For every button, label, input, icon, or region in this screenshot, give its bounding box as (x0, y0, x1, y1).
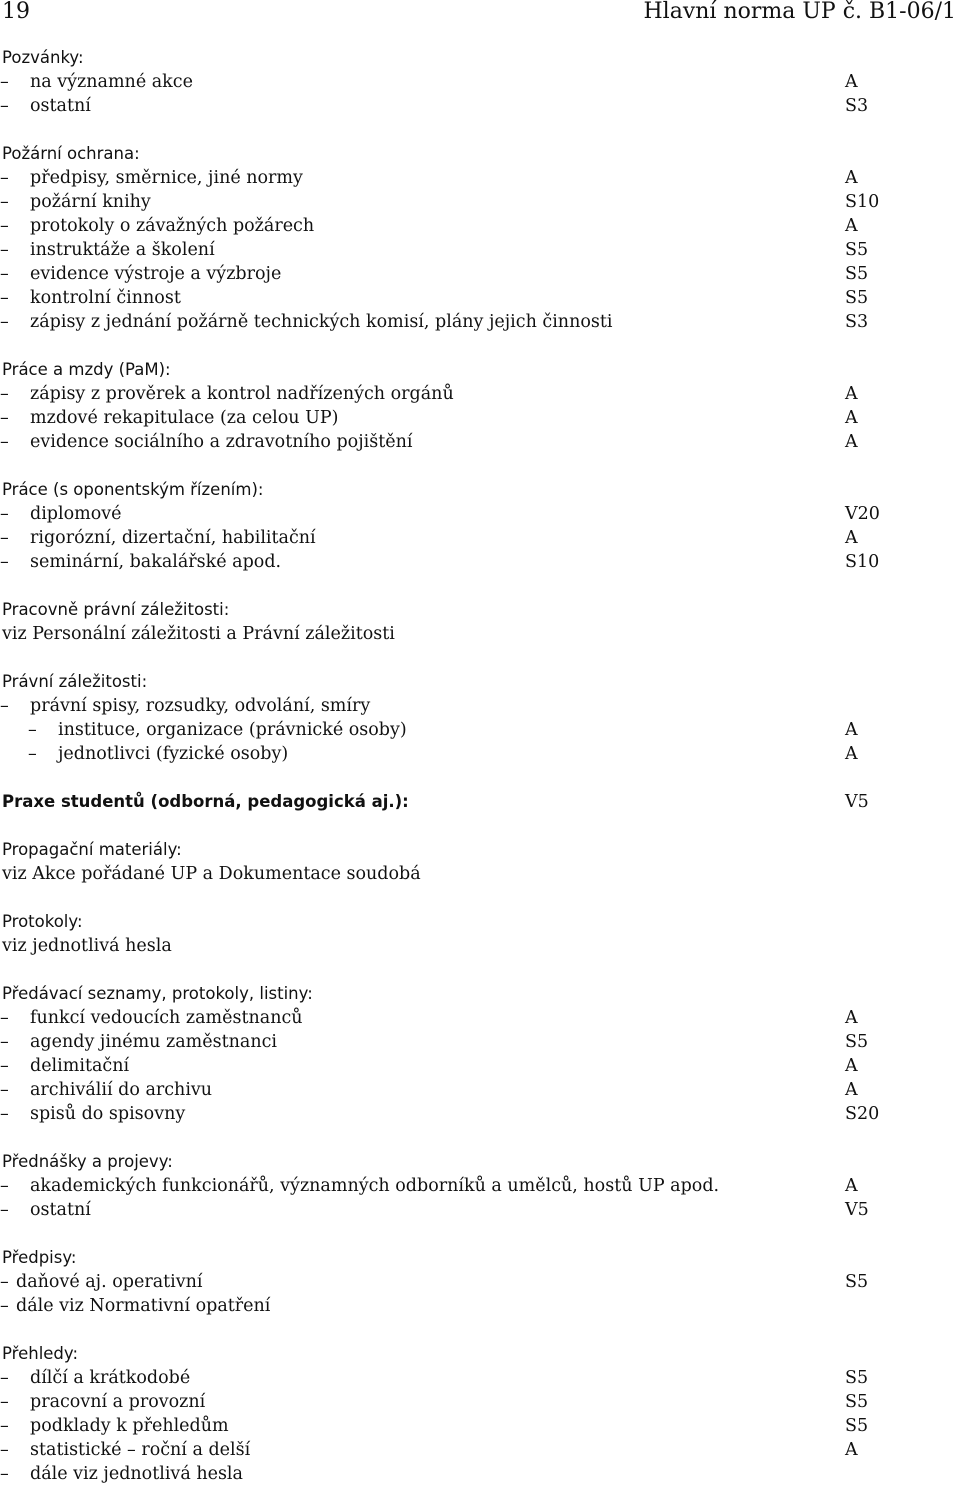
item-text: dále viz jednotlivá hesla (30, 1464, 243, 1484)
section-title-text: Přehledy: (2, 1344, 79, 1363)
list-dash: – (28, 744, 37, 764)
item-text: dílčí a krátkodobé (30, 1368, 191, 1388)
section (0, 670, 960, 766)
section-title (0, 142, 960, 166)
list-item (0, 70, 960, 94)
retention-code: S5 (845, 1392, 869, 1412)
retention-code: S3 (845, 312, 869, 332)
section-title (0, 478, 960, 502)
list-item (0, 622, 960, 646)
retention-code: S5 (845, 288, 869, 308)
list-dash: – (0, 264, 9, 284)
item-text: kontrolní činnost (30, 288, 181, 308)
list-dash: – (0, 1032, 9, 1052)
item-text: instruktáže a školení (30, 240, 215, 260)
item-text: právní spisy, rozsudky, odvolání, smíry (30, 696, 371, 716)
item-text: ostatní (30, 96, 91, 116)
retention-code: S5 (845, 1368, 869, 1388)
retention-code: S5 (845, 1272, 869, 1292)
page-header (0, 0, 960, 24)
section (0, 790, 960, 814)
item-text: viz Personální záležitosti a Právní záležitosti (2, 624, 395, 644)
item-text: funkcí vedoucích zaměstnanců (30, 1008, 303, 1028)
document-body (0, 46, 960, 1510)
list-dash: – (0, 1296, 9, 1316)
norm-title: Hlavní norma UP č. B1-06/1 (643, 0, 956, 24)
retention-code: A (845, 216, 858, 236)
retention-code: S5 (845, 1416, 869, 1436)
list-dash: – (0, 432, 9, 452)
item-text: rigorózní, dizertační, habilitační (30, 528, 316, 548)
list-item (0, 382, 960, 406)
section-title (0, 1246, 960, 1270)
list-dash: – (28, 720, 37, 740)
section (0, 1246, 960, 1318)
retention-code: V5 (845, 1200, 869, 1220)
retention-code: A (845, 1080, 858, 1100)
item-text: dále viz Normativní opatření (16, 1296, 271, 1316)
list-item (0, 430, 960, 454)
list-item (0, 934, 960, 958)
item-text: podklady k přehledům (30, 1416, 229, 1436)
item-text: delimitační (30, 1056, 130, 1076)
section-title-text: Předávací seznamy, protokoly, listiny: (2, 984, 313, 1003)
retention-code: V20 (845, 504, 880, 524)
section-title (0, 838, 960, 862)
list-item (0, 502, 960, 526)
list-dash: – (0, 312, 9, 332)
list-dash: – (0, 1104, 9, 1124)
section-title (0, 46, 960, 70)
list-dash: – (0, 72, 9, 92)
item-text: zápisy z prověrek a kontrol nadřízených orgánů (30, 384, 454, 404)
section-title-text: Pracovně právní záležitosti: (2, 600, 230, 619)
retention-code: A (845, 384, 858, 404)
section (0, 910, 960, 958)
page-number: 19 (2, 0, 30, 24)
item-text: evidence sociálního a zdravotního pojištění (30, 432, 413, 452)
section-title (0, 910, 960, 934)
list-item (0, 1390, 960, 1414)
retention-code: S5 (845, 240, 869, 260)
list-item (0, 262, 960, 286)
list-item (0, 310, 960, 334)
retention-code: A (845, 408, 858, 428)
list-item (0, 718, 960, 742)
list-item (0, 550, 960, 574)
item-text: mzdové rekapitulace (za celou UP) (30, 408, 339, 428)
list-item (0, 406, 960, 430)
list-item (0, 1462, 960, 1486)
item-text: spisů do spisovny (30, 1104, 186, 1124)
list-dash: – (0, 1464, 9, 1484)
list-item (0, 166, 960, 190)
section-title (0, 358, 960, 382)
retention-code: S20 (845, 1104, 880, 1124)
list-dash: – (0, 1056, 9, 1076)
section (0, 598, 960, 646)
item-text: evidence výstroje a výzbroje (30, 264, 282, 284)
section-title-text: Protokoly: (2, 912, 83, 931)
section-title (0, 1342, 960, 1366)
list-item (0, 190, 960, 214)
section-title-text: Přednášky a projevy: (2, 1152, 173, 1171)
section-title-text: Praxe studentů (odborná, pedagogická aj.): (2, 792, 409, 811)
retention-code: A (845, 432, 858, 452)
list-item (0, 1102, 960, 1126)
section-title (0, 598, 960, 622)
list-dash: – (0, 1416, 9, 1436)
section-title-text: Práce (s oponentským řízením): (2, 480, 264, 499)
section (0, 838, 960, 886)
list-item (0, 1438, 960, 1462)
list-item (0, 1054, 960, 1078)
list-dash: – (0, 1080, 9, 1100)
retention-code: A (845, 1056, 858, 1076)
item-text: archiválií do archivu (30, 1080, 213, 1100)
item-text: protokoly o závažných požárech (30, 216, 315, 236)
retention-code: A (845, 1008, 858, 1028)
list-item (0, 1174, 960, 1198)
section (0, 46, 960, 118)
list-item (0, 1414, 960, 1438)
item-text: zápisy z jednání požárně technických komisí, plány jejich činnosti (30, 312, 613, 332)
item-text: statistické – roční a delší (30, 1440, 251, 1460)
list-item (0, 1006, 960, 1030)
section-title (0, 670, 960, 694)
list-item (0, 286, 960, 310)
section-title (0, 790, 960, 814)
retention-code: A (845, 1440, 858, 1460)
list-dash: – (0, 1176, 9, 1196)
item-text: agendy jinému zaměstnanci (30, 1032, 277, 1052)
list-dash: – (0, 528, 9, 548)
item-text: ostatní (30, 1200, 91, 1220)
section-title (0, 1150, 960, 1174)
retention-code: V5 (845, 792, 869, 812)
retention-code: S5 (845, 1032, 869, 1052)
section-title (0, 982, 960, 1006)
section (0, 982, 960, 1126)
list-dash: – (0, 1392, 9, 1412)
item-text: viz Akce pořádané UP a Dokumentace soudobá (2, 864, 421, 884)
list-dash: – (0, 1008, 9, 1028)
list-dash: – (0, 504, 9, 524)
list-dash: – (0, 1368, 9, 1388)
list-item (0, 1294, 960, 1318)
section (0, 478, 960, 574)
list-dash: – (0, 552, 9, 572)
item-text: pracovní a provozní (30, 1392, 206, 1412)
list-dash: – (0, 192, 9, 212)
section (0, 1150, 960, 1222)
list-item (0, 526, 960, 550)
list-dash: – (0, 96, 9, 116)
list-dash: – (0, 696, 9, 716)
list-item (0, 694, 960, 718)
item-text: požární knihy (30, 192, 151, 212)
retention-code: A (845, 744, 858, 764)
retention-code: S3 (845, 96, 869, 116)
list-item (0, 1030, 960, 1054)
item-text: na významné akce (30, 72, 193, 92)
section (0, 1342, 960, 1486)
list-item (0, 862, 960, 886)
list-dash: – (0, 168, 9, 188)
section-title-text: Práce a mzdy (PaM): (2, 360, 171, 379)
list-dash: – (0, 216, 9, 236)
list-dash: – (0, 1272, 9, 1292)
list-item (0, 1366, 960, 1390)
retention-code: A (845, 720, 858, 740)
retention-code: S10 (845, 552, 880, 572)
item-text: instituce, organizace (právnické osoby) (58, 720, 407, 740)
section-title-text: Předpisy: (2, 1248, 77, 1267)
item-text: diplomové (30, 504, 122, 524)
retention-code: A (845, 1176, 858, 1196)
item-text: jednotlivci (fyzické osoby) (58, 744, 289, 764)
item-text: akademických funkcionářů, významných odborníků a umělců, hostů UP apod. (30, 1176, 720, 1196)
retention-code: S5 (845, 264, 869, 284)
section (0, 142, 960, 334)
section-title-text: Požární ochrana: (2, 144, 140, 163)
section-title-text: Pozvánky: (2, 48, 84, 67)
list-item (0, 1078, 960, 1102)
section-title-text: Právní záležitosti: (2, 672, 148, 691)
list-dash: – (0, 1200, 9, 1220)
list-item (0, 94, 960, 118)
list-dash: – (0, 408, 9, 428)
list-item (0, 238, 960, 262)
retention-code: A (845, 528, 858, 548)
retention-code: A (845, 168, 858, 188)
list-dash: – (0, 240, 9, 260)
retention-code: S10 (845, 192, 880, 212)
list-item (0, 214, 960, 238)
list-item (0, 1270, 960, 1294)
item-text: seminární, bakalářské apod. (30, 552, 282, 572)
section (0, 358, 960, 454)
item-text: viz jednotlivá hesla (2, 936, 172, 956)
list-dash: – (0, 288, 9, 308)
retention-code: A (845, 72, 858, 92)
list-dash: – (0, 1440, 9, 1460)
item-text: daňové aj. operativní (16, 1272, 203, 1292)
list-item (0, 1198, 960, 1222)
list-item (0, 742, 960, 766)
section-title-text: Propagační materiály: (2, 840, 182, 859)
list-dash: – (0, 384, 9, 404)
item-text: předpisy, směrnice, jiné normy (30, 168, 303, 188)
